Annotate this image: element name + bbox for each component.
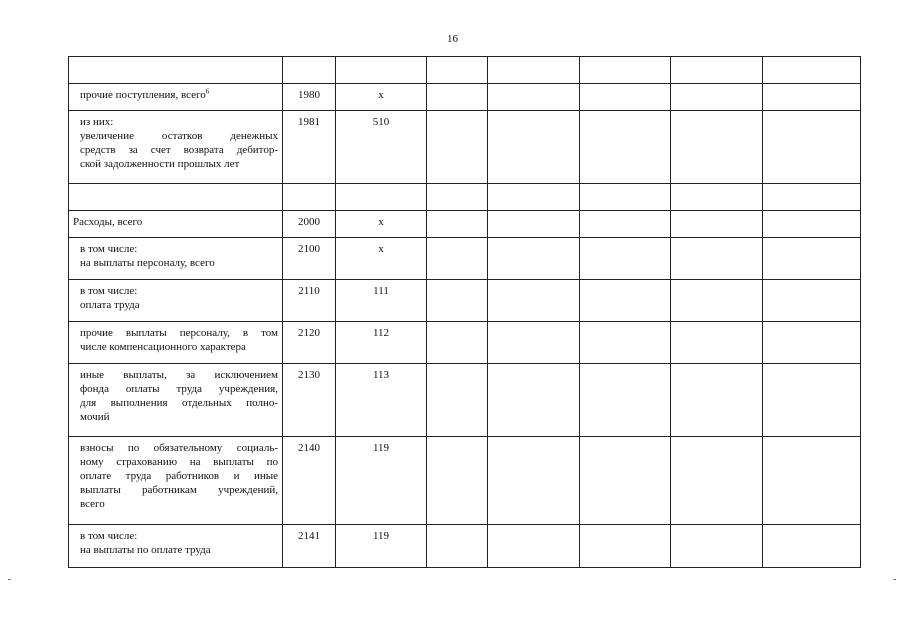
row-code-cell: 2000 (283, 211, 336, 238)
table-row (69, 84, 861, 111)
row-value-cell (427, 111, 488, 184)
row-kbk-cell: х (336, 211, 427, 238)
row-value-cell (427, 322, 488, 364)
table-row (69, 57, 861, 84)
row-code-cell (283, 184, 336, 211)
row-name-cell (69, 280, 283, 322)
blank-cell (763, 57, 861, 84)
row-value-cell (580, 322, 671, 364)
row-kbk-cell: 111 (336, 280, 427, 322)
scan-edge-mark-left (8, 579, 11, 580)
row-value-cell (427, 280, 488, 322)
row-name-line: оплате труда работников и иные (80, 470, 278, 482)
row-value-cell (488, 364, 580, 437)
row-value-cell (671, 238, 763, 280)
table-row (69, 364, 861, 437)
row-value-cell (580, 280, 671, 322)
row-code-cell: 2141 (283, 525, 336, 568)
row-value-cell (427, 238, 488, 280)
row-value-cell (580, 111, 671, 184)
row-name-line: фонда оплаты труда учреждения, (80, 383, 278, 395)
row-code-cell: 2130 (283, 364, 336, 437)
row-value-cell (671, 184, 763, 211)
blank-cell (283, 57, 336, 84)
row-value-cell (580, 184, 671, 211)
row-code-cell: 2140 (283, 437, 336, 525)
table-row (69, 322, 861, 364)
row-kbk-cell: х (336, 84, 427, 111)
row-value-cell (763, 184, 861, 211)
row-value-cell (671, 111, 763, 184)
blank-cell (671, 57, 763, 84)
row-name-line: для выполнения отдельных полно- (80, 397, 278, 409)
row-name-line: прочие выплаты персоналу, в том (80, 327, 278, 339)
row-value-cell (580, 211, 671, 238)
row-value-cell (427, 437, 488, 525)
row-value-cell (671, 322, 763, 364)
row-name-line: из них: (80, 116, 114, 128)
blank-cell (336, 57, 427, 84)
row-name-cell (69, 84, 283, 111)
row-value-cell (580, 364, 671, 437)
row-kbk-cell: 112 (336, 322, 427, 364)
row-value-cell (580, 238, 671, 280)
row-value-cell (488, 184, 580, 211)
row-kbk-cell (336, 184, 427, 211)
footnote-marker: 6 (205, 87, 210, 96)
row-name-line: увеличение остатков денежных (80, 130, 278, 142)
row-name-line: на выплаты по оплате труда (80, 544, 211, 556)
row-code-cell: 2120 (283, 322, 336, 364)
row-name-cell (69, 525, 283, 568)
row-value-cell (763, 211, 861, 238)
row-value-cell (488, 280, 580, 322)
row-value-cell (427, 364, 488, 437)
row-value-cell (427, 525, 488, 568)
row-value-cell (763, 280, 861, 322)
row-name-cell (69, 437, 283, 525)
row-value-cell (488, 437, 580, 525)
row-name-line: взносы по обязательному социаль- (80, 442, 278, 454)
row-name-cell (69, 57, 283, 84)
row-value-cell (763, 322, 861, 364)
blank-cell (488, 57, 580, 84)
row-name-line: на выплаты персоналу, всего (80, 257, 215, 269)
row-name-line: в том числе: (80, 530, 138, 542)
row-name-line: всего (80, 498, 105, 510)
row-name-line: мочий (80, 411, 110, 423)
row-value-cell (427, 184, 488, 211)
row-name-line: иные выплаты, за исключением (80, 369, 278, 381)
table-row (69, 525, 861, 568)
row-name-cell (69, 322, 283, 364)
row-value-cell (671, 84, 763, 111)
row-code-cell: 2110 (283, 280, 336, 322)
row-value-cell (488, 211, 580, 238)
row-value-cell (671, 211, 763, 238)
row-kbk-cell: х (336, 238, 427, 280)
row-value-cell (763, 238, 861, 280)
row-name-line: выплаты работникам учреждений, (80, 484, 278, 496)
row-value-cell (488, 84, 580, 111)
row-name-line: средств за счет возврата дебитор- (80, 144, 278, 156)
row-value-cell (763, 364, 861, 437)
financial-plan-table (68, 56, 861, 568)
blank-cell (427, 57, 488, 84)
row-name-cell (69, 238, 283, 280)
row-code-cell: 2100 (283, 238, 336, 280)
table-row (69, 184, 861, 211)
row-name-line: в том числе: (80, 243, 138, 255)
table-row (69, 280, 861, 322)
row-name-cell (69, 184, 283, 211)
row-value-cell (488, 525, 580, 568)
row-value-cell (763, 525, 861, 568)
row-name-line: в том числе: (80, 285, 138, 297)
row-code-cell: 1980 (283, 84, 336, 111)
row-value-cell (763, 437, 861, 525)
row-kbk-cell: 510 (336, 111, 427, 184)
table-row (69, 111, 861, 184)
row-value-cell (488, 322, 580, 364)
page-number: 16 (447, 33, 458, 45)
row-name-line: ному страхованию на выплаты по (80, 456, 278, 468)
row-code-cell: 1981 (283, 111, 336, 184)
row-name-line: оплата труда (80, 299, 140, 311)
row-name-cell (69, 211, 283, 238)
row-value-cell (488, 238, 580, 280)
row-name-line: Расходы, всего (73, 216, 143, 228)
row-name-cell (69, 364, 283, 437)
row-value-cell (427, 84, 488, 111)
row-name-cell (69, 111, 283, 184)
scan-edge-mark-right (893, 579, 896, 580)
blank-cell (580, 57, 671, 84)
row-value-cell (580, 84, 671, 111)
row-value-cell (671, 364, 763, 437)
row-value-cell (580, 437, 671, 525)
row-name-line: числе компенсационного характера (80, 341, 246, 353)
row-value-cell (671, 525, 763, 568)
row-value-cell (580, 525, 671, 568)
row-kbk-cell: 113 (336, 364, 427, 437)
table-row (69, 238, 861, 280)
row-kbk-cell: 119 (336, 437, 427, 525)
row-name-line: прочие поступления, всего (80, 89, 206, 101)
table-row (69, 437, 861, 525)
row-name-line: ской задолженности прошлых лет (80, 158, 240, 170)
row-value-cell (671, 280, 763, 322)
row-value-cell (427, 211, 488, 238)
row-value-cell (488, 111, 580, 184)
row-value-cell (671, 437, 763, 525)
table-row (69, 211, 861, 238)
row-value-cell (763, 111, 861, 184)
row-value-cell (763, 84, 861, 111)
row-kbk-cell: 119 (336, 525, 427, 568)
